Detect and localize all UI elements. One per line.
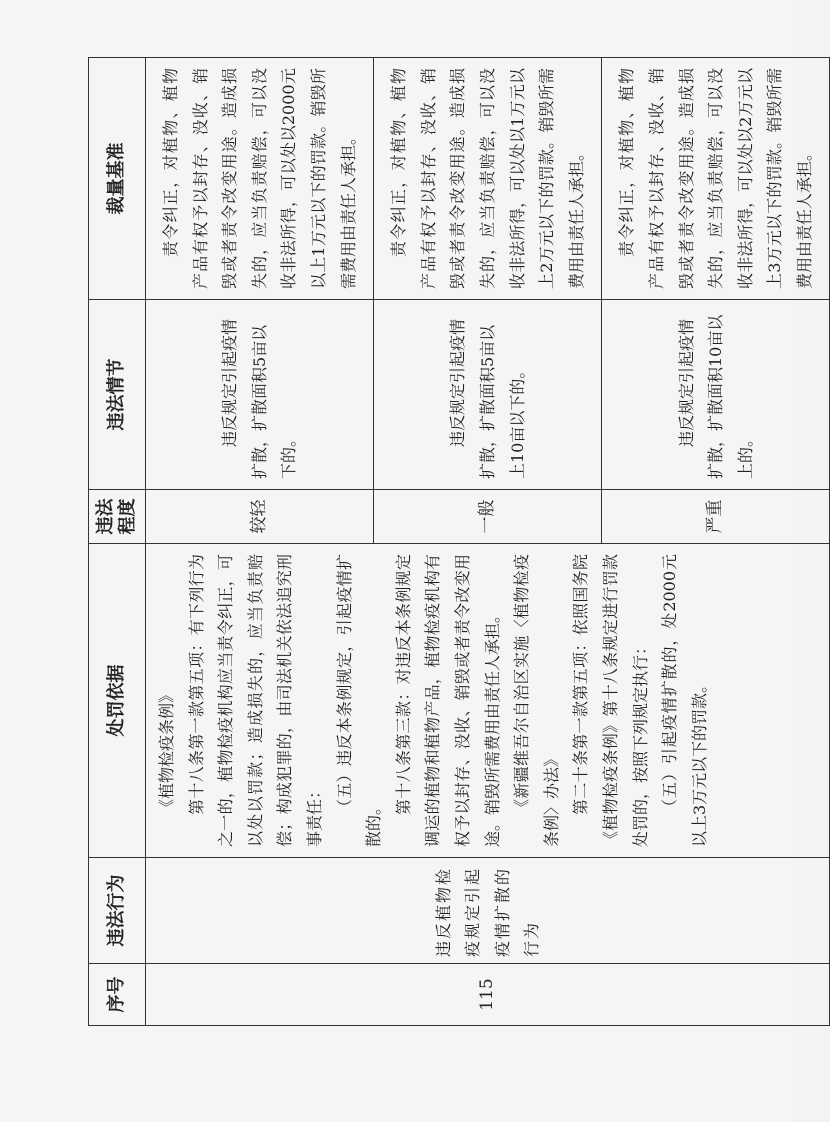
basis-article-18-3: 第十八条第三款：对违反本条例规定调运的植物和植物产品，植物检疫机构有权予以封存、没收、销毁或者责令改变用途。销毁所需费用由责任人承担。: [393, 554, 502, 847]
header-basis: 处罚依据: [89, 544, 146, 858]
rotated-table-sheet: [88, 58, 814, 1026]
header-standard: 裁量基准: [89, 58, 146, 300]
penalty-basis: [146, 544, 830, 858]
standard-general: 责令纠正，对植物、植物产品有权予以封存、没收、销毁或者责令改变用途。造成损失的，应当负责赔偿，可以没收非法所得，可以处以1万元以上2万元以下的罚款。销毁所需费用由责任人承担。: [374, 58, 602, 300]
circumstance-minor: 违反规定引起疫情扩散，扩散面积5亩以下的。: [146, 300, 374, 490]
degree-minor: 较轻: [146, 490, 374, 544]
table-row-level-1: [146, 58, 374, 1026]
basis-regulation-title: 《植物检疫条例》: [157, 686, 176, 815]
circumstance-general: 违反规定引起疫情扩散，扩散面积5亩以上10亩以下的。: [374, 300, 602, 490]
header-degree: 违法程度: [89, 490, 146, 544]
violation-behavior: 违反植物检疫规定引起疫情扩散的行为: [146, 858, 830, 964]
basis-article-20-item-5: （五）引起疫情扩散的，处2000元以上3万元以下的罚款。: [660, 554, 709, 847]
header-no: 序号: [89, 964, 146, 1026]
degree-serious: 严重: [602, 490, 830, 544]
header-circumstance: 违法情节: [89, 300, 146, 490]
standard-serious: 责令纠正，对植物、植物产品有权予以封存、没收、销毁或者责令改变用途。造成损失的，应当负责赔偿，可以没收非法所得，可以处以2万元以上3万元以下的罚款。销毁所需费用由责任人承担。: [602, 58, 830, 300]
header-behavior: 违法行为: [89, 858, 146, 964]
basis-item-5: （五）违反本条例规定，引起疫情扩散的。: [334, 554, 384, 847]
row-number: 115: [146, 964, 830, 1026]
basis-xinjiang-measures-title: 《新疆维吾尔自治区实施〈植物检疫条例〉办法》: [512, 554, 561, 847]
basis-article-18-1: 第十八条第一款第五项：有下列行为之一的，植物检疫机构应当责令纠正，可以处以罚款；造成损失的，应当负责赔偿；构成犯罪的，由司法机关依法追究刑事责任：: [186, 554, 324, 847]
basis-article-20: 第二十条第一款第五项：依照国务院《植物检疫条例》第十八条规定进行罚款处罚的，按照下列规定执行：: [571, 554, 650, 847]
penalty-discretion-table: [88, 57, 830, 1026]
circumstance-serious: 违反规定引起疫情扩散，扩散面积10亩以上的。: [602, 300, 830, 490]
degree-general: 一般: [374, 490, 602, 544]
table-header-row: [89, 58, 146, 1026]
standard-minor: 责令纠正，对植物、植物产品有权予以封存、没收、销毁或者责令改变用途。造成损失的，应当负责赔偿，可以没收非法所得，可以处以2000元以上1万元以下的罚款。销毁所需费用由责任人承担。: [146, 58, 374, 300]
